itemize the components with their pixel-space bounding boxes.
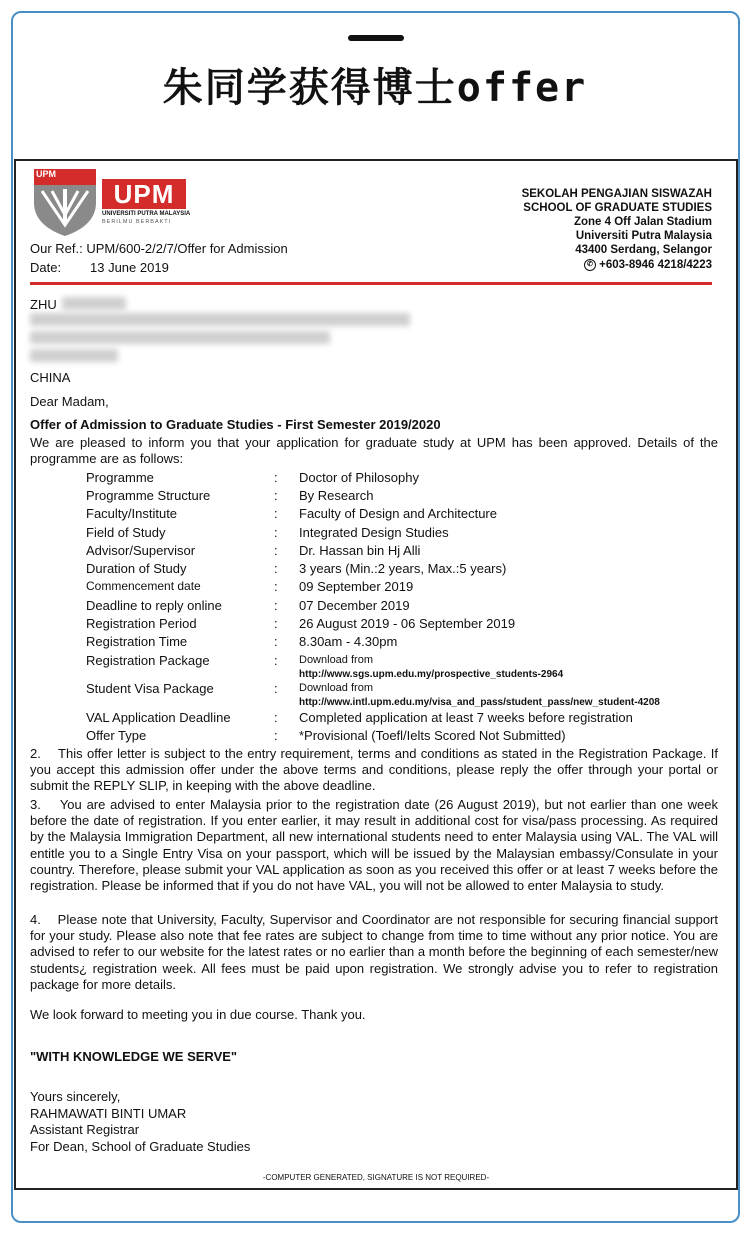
detail-colon: : [274, 616, 278, 631]
detail-label: Programme [86, 470, 154, 485]
detail-value [299, 653, 719, 682]
detail-row [86, 579, 726, 597]
phone-number: +603-8946 4218/4223 [599, 259, 712, 271]
recipient-country: CHINA [30, 370, 71, 385]
detail-label: Advisor/Supervisor [86, 543, 196, 558]
detail-label: Deadline to reply online [86, 598, 222, 613]
detail-label: Field of Study [86, 525, 166, 540]
address-line: Zone 4 Off Jalan Stadium [573, 216, 712, 228]
signatory-for: For Dean, School of Graduate Studies [30, 1138, 251, 1154]
detail-row [86, 543, 726, 561]
page-title-latin: offer [456, 65, 588, 111]
detail-colon: : [274, 488, 278, 503]
download-text: Download from [299, 654, 373, 666]
phone-icon: ✆ [584, 259, 596, 271]
detail-row [86, 488, 726, 506]
detail-row [86, 728, 726, 746]
detail-label: VAL Application Deadline [86, 710, 231, 725]
intro-paragraph: We are pleased to inform you that your application for graduate study at UPM has been approved. Details of the programme are as follows: [30, 435, 718, 467]
paragraph-3: 3. You are advised to enter Malaysia prior to the registration date (26 August 2019), but not earlier than one week before the date of registration. If you enter earlier, it may result in additional cost for visa/pass processing. As required by the Malaysia Immigration Department, all new international students need to enter Malaysia using VAL. The VAL will entitle you to a Single Entry Visa on your passport, which will be issued by the Malaysian embassy/Consulate in your country. Therefore, please submit your VAL application as soon as you received this offer or at least 7 weeks before the registration. Please be informed that if you do not have VAL, you will not be allowed to enter Malaysia to study. [30, 797, 722, 894]
detail-label: Registration Period [86, 616, 197, 631]
redacted-address-line [30, 313, 410, 326]
detail-value: 09 September 2019 [299, 579, 414, 594]
detail-label: Faculty/Institute [86, 506, 178, 521]
school-address [522, 187, 712, 272]
date-value: 13 June 2019 [90, 260, 169, 275]
detail-row [86, 506, 726, 524]
detail-value: By Research [299, 488, 374, 503]
detail-colon: : [274, 470, 278, 485]
detail-value [299, 681, 719, 710]
detail-value: *Provisional (Toefl/Ielts Scored Not Submitted) [299, 728, 566, 743]
paragraph-2: 2. This offer letter is subject to the entry requirement, terms and conditions as stated in the Registration Package. If you accept this admission offer under the above terms and conditions, please reply the offer through your portal or submit the REPLY SLIP, in keeping with the above deadline. [30, 746, 722, 794]
phone-line [522, 258, 712, 272]
drag-handle [348, 35, 404, 41]
redacted-address-line [30, 331, 330, 344]
detail-label: Offer Type [86, 728, 147, 743]
detail-label: Commencement date [86, 579, 201, 593]
detail-row [86, 653, 726, 681]
signature-block [30, 1089, 250, 1155]
address-line: SEKOLAH PENGAJIAN SISWAZAH [521, 188, 712, 200]
detail-label: Registration Package [86, 653, 210, 668]
reference-block [30, 241, 350, 276]
detail-value: Doctor of Philosophy [299, 470, 419, 485]
detail-row [86, 598, 726, 616]
recipient-name [30, 297, 57, 313]
detail-row [86, 681, 726, 709]
detail-colon: : [274, 653, 278, 668]
closing-line: We look forward to meeting you in due course. Thank you. [30, 1007, 366, 1022]
visa-package-link[interactable]: http://www.intl.upm.edu.my/visa_and_pass/student_pass/new_student-4208 [299, 697, 660, 708]
header-divider [30, 282, 712, 285]
detail-colon: : [274, 728, 278, 743]
detail-row [86, 634, 726, 652]
detail-row [86, 470, 726, 488]
university-motto: BERILMU BERBAKTI [102, 219, 172, 225]
detail-value: Faculty of Design and Architecture [299, 506, 497, 521]
detail-value: 26 August 2019 - 06 September 2019 [299, 616, 516, 631]
detail-value: Integrated Design Studies [299, 525, 449, 540]
detail-colon: : [274, 710, 278, 725]
detail-colon: : [274, 634, 278, 649]
detail-value: 07 December 2019 [299, 598, 410, 613]
address-line: Universiti Putra Malaysia [575, 230, 712, 242]
salutation: Dear Madam, [30, 394, 109, 409]
detail-row [86, 525, 726, 543]
detail-label: Student Visa Package [86, 681, 214, 696]
ref-value: UPM/600-2/2/7/Offer for Admission [86, 241, 288, 256]
detail-colon: : [274, 681, 278, 696]
paragraph-4: 4. Please note that University, Faculty, Supervisor and Coordinator are not responsible for securing financial support for your study. Please also note that fee rates are subject to change from time to time without any prior notice. You are advised to refer to our website for the latest rates or no earlier than a month before the beginning of each semester/new students¿ registration week. All fees must be paid upon registration. We strongly advise you to refer to registration package for more details. [30, 912, 722, 992]
detail-colon: : [274, 579, 278, 594]
download-text: Download from [299, 682, 373, 694]
date-label: Date: [30, 260, 62, 275]
upm-logo [32, 167, 192, 237]
ref-label: Our Ref.: [30, 241, 83, 256]
footer-note: -COMPUTER GENERATED, SIGNATURE IS NOT REQUIRED- [262, 1173, 490, 1182]
registration-package-link[interactable]: http://www.sgs.upm.edu.my/prospective_students-2964 [299, 669, 564, 680]
letter-subject: Offer of Admission to Graduate Studies - First Semester 2019/2020 [30, 417, 441, 432]
detail-label: Programme Structure [86, 488, 211, 503]
motto-line: "WITH KNOWLEDGE WE SERVE" [30, 1049, 238, 1064]
redacted-address-line [30, 349, 118, 362]
detail-row [86, 616, 726, 634]
offer-letter [14, 159, 738, 1190]
detail-row [86, 710, 726, 728]
address-line: 43400 Serdang, Selangor [575, 244, 712, 256]
detail-label: Duration of Study [86, 561, 187, 576]
page-title [0, 56, 750, 113]
detail-colon: : [274, 561, 278, 576]
detail-value: 3 years (Min.:2 years, Max.:5 years) [299, 561, 507, 576]
detail-value: 8.30am - 4.30pm [299, 634, 398, 649]
detail-row [86, 561, 726, 579]
university-name: UNIVERSITI PUTRA MALAYSIA [102, 211, 191, 217]
detail-colon: : [274, 506, 278, 521]
detail-label: Registration Time [86, 634, 188, 649]
detail-colon: : [274, 598, 278, 613]
recipient-name-text: ZHU [30, 297, 57, 312]
detail-value: Completed application at least 7 weeks before registration [299, 710, 633, 725]
sign-off: Yours sincerely, [30, 1089, 121, 1104]
redacted-name [62, 297, 126, 310]
signatory-title: Assistant Registrar [30, 1122, 140, 1137]
detail-value: Dr. Hassan bin Hj Alli [299, 543, 421, 558]
crest-badge-text: UPM [36, 169, 56, 179]
signatory-name: RAHMAWATI BINTI UMAR [30, 1105, 187, 1121]
detail-colon: : [274, 543, 278, 558]
upm-wordmark: UPM [102, 179, 186, 209]
page-title-cjk: 朱同学获得博士 [162, 65, 457, 111]
address-line: SCHOOL OF GRADUATE STUDIES [523, 202, 712, 214]
detail-colon: : [274, 525, 278, 540]
